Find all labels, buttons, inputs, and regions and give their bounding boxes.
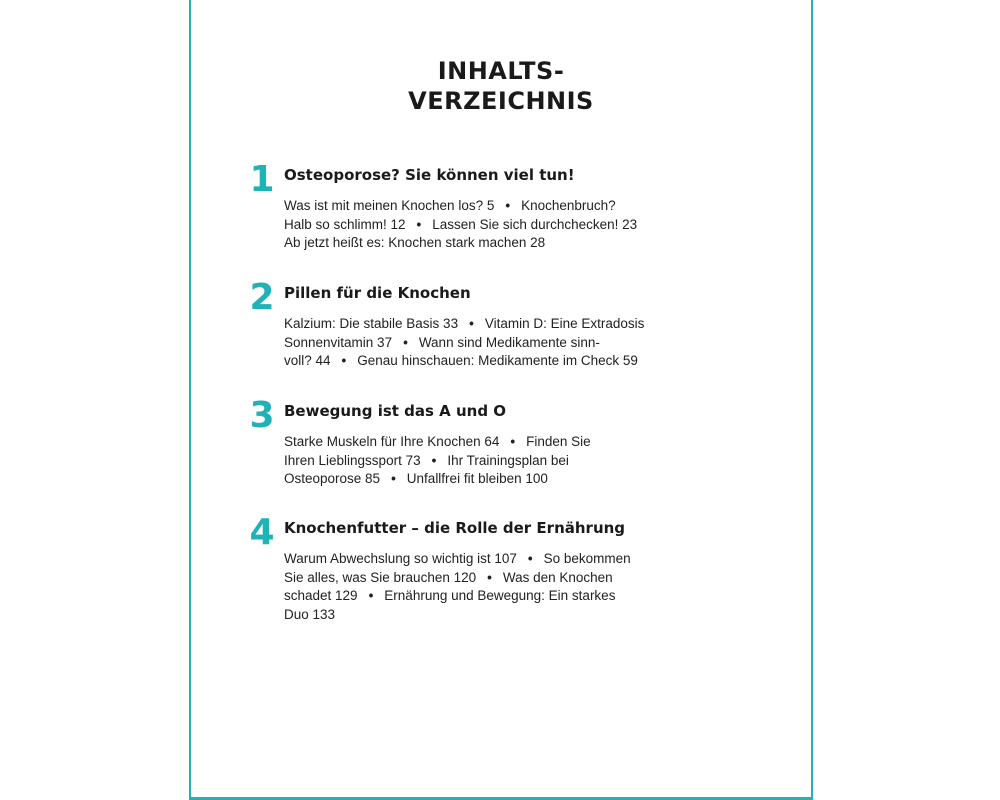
bullet-separator: • bbox=[469, 316, 474, 331]
bullet-separator: • bbox=[416, 216, 422, 232]
toc-entry: Was ist mit meinen Knochen los? 5 bbox=[284, 198, 495, 213]
toc-page bbox=[189, 0, 813, 800]
entry-line bbox=[284, 433, 714, 452]
page-title bbox=[191, 56, 811, 116]
toc-entry: Sonnenvitamin 37 bbox=[284, 334, 393, 350]
chapter-entries bbox=[284, 550, 714, 624]
toc-entry: Ernährung und Bewegung: Ein starkes bbox=[384, 588, 616, 603]
chapter-number: 3 bbox=[249, 395, 275, 436]
entry-line bbox=[284, 569, 714, 588]
chapter-title: Pillen für die Knochen bbox=[284, 284, 471, 302]
toc-entry: Sie alles, was Sie brauchen 120 bbox=[284, 569, 477, 585]
bullet-separator: • bbox=[510, 434, 516, 449]
entry-line bbox=[284, 216, 714, 235]
entry-line bbox=[284, 315, 714, 334]
entry-line bbox=[284, 234, 714, 253]
entry-line bbox=[284, 334, 714, 353]
entry-line bbox=[284, 197, 714, 216]
toc-entry: schadet 129 bbox=[284, 588, 358, 603]
entry-line bbox=[284, 470, 714, 489]
toc-entry: Was den Knochen bbox=[502, 569, 613, 585]
entry-line bbox=[284, 606, 714, 625]
toc-entry: Warum Abwechslung so wichtig ist 107 bbox=[284, 551, 517, 566]
toc-entry: Vitamin D: Eine Extradosis bbox=[484, 316, 645, 331]
bullet-separator: • bbox=[527, 551, 533, 566]
chapter-entries bbox=[284, 197, 714, 253]
toc-entry: Duo 133 bbox=[284, 606, 336, 622]
toc-entry: Osteoporose 85 bbox=[284, 471, 381, 486]
chapter-entries bbox=[284, 315, 714, 371]
chapter-entries bbox=[284, 433, 714, 489]
toc-entry: Kalzium: Die stabile Basis 33 bbox=[284, 316, 459, 331]
page-title-line-1: INHALTS- bbox=[437, 57, 565, 85]
entry-line bbox=[284, 550, 714, 569]
toc-entry: Wann sind Medikamente sinn- bbox=[418, 334, 600, 350]
entry-line bbox=[284, 352, 714, 371]
bullet-separator: • bbox=[403, 334, 408, 350]
bullet-separator: • bbox=[431, 452, 437, 468]
toc-entry: Unfallfrei fit bleiben 100 bbox=[406, 471, 548, 486]
entry-line bbox=[284, 452, 714, 471]
toc-entry: Lassen Sie sich durchchecken! 23 bbox=[432, 216, 638, 232]
toc-entry: Ihr Trainingsplan bei bbox=[447, 452, 569, 468]
toc-entry: Knochenbruch? bbox=[521, 198, 616, 213]
toc-entry: Halb so schlimm! 12 bbox=[284, 216, 406, 232]
bullet-separator: • bbox=[368, 588, 374, 603]
toc-entry: Ihren Lieblingssport 73 bbox=[284, 452, 421, 468]
chapter-number: 2 bbox=[249, 277, 275, 318]
chapter-number: 4 bbox=[249, 512, 275, 553]
chapter-title: Osteoporose? Sie können viel tun! bbox=[284, 166, 575, 184]
toc-entry: Finden Sie bbox=[526, 434, 591, 449]
toc-entry: Genau hinschauen: Medikamente im Check 59 bbox=[357, 353, 638, 368]
toc-entry: Starke Muskeln für Ihre Knochen 64 bbox=[284, 434, 500, 449]
page-title-line-2: VERZEICHNIS bbox=[408, 87, 594, 115]
chapter-title: Bewegung ist das A und O bbox=[284, 402, 507, 420]
bullet-separator: • bbox=[505, 198, 511, 213]
bullet-separator: • bbox=[487, 569, 492, 585]
bullet-separator: • bbox=[391, 471, 396, 486]
toc-entry: voll? 44 bbox=[284, 353, 331, 368]
bullet-separator: • bbox=[341, 353, 347, 368]
chapter-number: 1 bbox=[249, 159, 275, 200]
toc-entry: So bekommen bbox=[543, 551, 631, 566]
chapter-title: Knochenfutter – die Rolle der Ernährung bbox=[284, 519, 626, 537]
toc-entry: Ab jetzt heißt es: Knochen stark machen 28 bbox=[284, 235, 546, 250]
entry-line bbox=[284, 587, 714, 606]
